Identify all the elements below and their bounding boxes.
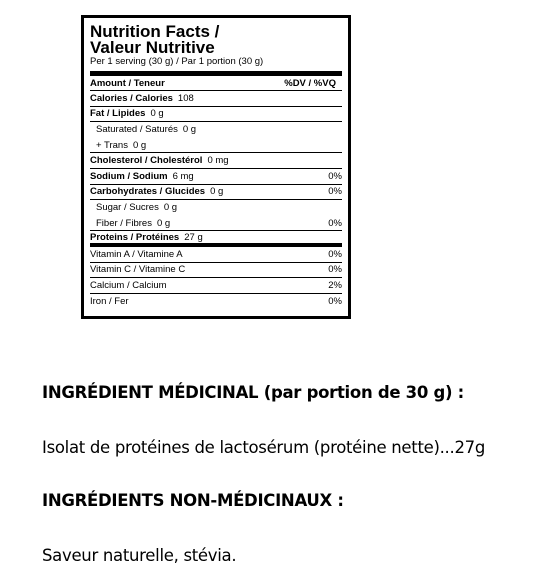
nutrition-header-row xyxy=(90,76,342,91)
nutrient-dv: 0% xyxy=(328,296,342,308)
nutrient-row-saturated xyxy=(90,122,342,138)
nutrient-label: Sugar / Sucres xyxy=(96,202,159,214)
nutrient-dv: 0% xyxy=(328,217,342,229)
nutrient-row-carbohydrates xyxy=(90,185,342,201)
nutrient-value: 0 mg xyxy=(207,155,229,167)
nutrient-value: 27 g xyxy=(184,231,203,243)
nutrient-row-calcium xyxy=(90,278,342,294)
nutrient-value: 0 g xyxy=(182,124,197,136)
nutrient-label: Vitamin C / Vitamine C xyxy=(90,264,186,276)
nutrient-dv: 0% xyxy=(328,264,342,276)
nutrient-row-sodium xyxy=(90,169,342,185)
nutrient-row-sugar xyxy=(90,200,342,216)
nutrient-value: 0 g xyxy=(132,139,147,151)
nutrient-row-fiber xyxy=(90,216,342,232)
nutrient-dv: 0% xyxy=(328,170,342,182)
nutrient-dv: 0% xyxy=(328,248,342,260)
medicinal-heading-suffix: (par portion de 30 g) : xyxy=(258,383,464,402)
nutrient-row-proteins xyxy=(90,231,342,247)
nutrition-title-fr: Valeur Nutritive xyxy=(90,38,215,57)
nutrient-dv: 2% xyxy=(328,279,342,291)
nutrient-value: 0 g xyxy=(163,202,178,214)
nutrient-label: Vitamin A / Vitamine A xyxy=(90,248,183,260)
medicinal-ingredient-heading xyxy=(42,383,464,402)
nutrient-label: Proteins / Protéines xyxy=(90,231,180,243)
nutrient-row-calories xyxy=(90,91,342,107)
amount-header: Amount / Teneur xyxy=(90,77,165,89)
nutrient-row-fat xyxy=(90,107,342,123)
nutrition-facts-table xyxy=(81,15,351,319)
nutrient-label: Saturated / Saturés xyxy=(96,124,178,136)
nutrition-title-en: Nutrition Facts / xyxy=(90,22,220,41)
nutrient-row-vitamin-a xyxy=(90,247,342,263)
non-medicinal-ingredient-heading: INGRÉDIENTS NON-MÉDICINAUX : xyxy=(42,491,344,510)
non-medicinal-ingredient-text: Saveur naturelle, stévia. xyxy=(42,546,237,565)
nutrient-label: Fat / Lipides xyxy=(90,108,146,120)
nutrient-value: 0 g xyxy=(156,217,171,229)
medicinal-heading-bold: INGRÉDIENT MÉDICINAL xyxy=(42,383,259,402)
nutrient-row-cholesterol xyxy=(90,153,342,169)
nutrient-label: Calcium / Calcium xyxy=(90,279,167,291)
nutrient-row-vitamin-c xyxy=(90,263,342,279)
nutrient-label: Sodium / Sodium xyxy=(90,170,168,182)
nutrient-label: Cholesterol / Cholestérol xyxy=(90,155,203,167)
nutrient-label: Carbohydrates / Glucides xyxy=(90,186,206,198)
nutrient-row-trans xyxy=(90,138,342,154)
nutrient-label: Calories / Calories xyxy=(90,92,173,104)
nutrient-value: 0 g xyxy=(210,186,224,198)
nutrient-dv: 0% xyxy=(328,186,342,198)
nutrient-value: 0 g xyxy=(150,108,164,120)
nutrient-label: Fiber / Fibres xyxy=(96,217,152,229)
nutrient-value: 108 xyxy=(177,92,194,104)
nutrient-value: 6 mg xyxy=(172,170,194,182)
serving-size: Per 1 serving (30 g) / Par 1 portion (30 g) xyxy=(90,56,342,76)
nutrient-label: + Trans xyxy=(96,139,128,151)
nutrient-row-iron xyxy=(90,294,342,310)
medicinal-ingredient-text: Isolat de protéines de lactosérum (protéine nette)...27g xyxy=(42,438,486,457)
dv-header: %DV / %VQ xyxy=(284,77,336,89)
nutrient-label: Iron / Fer xyxy=(90,296,129,308)
